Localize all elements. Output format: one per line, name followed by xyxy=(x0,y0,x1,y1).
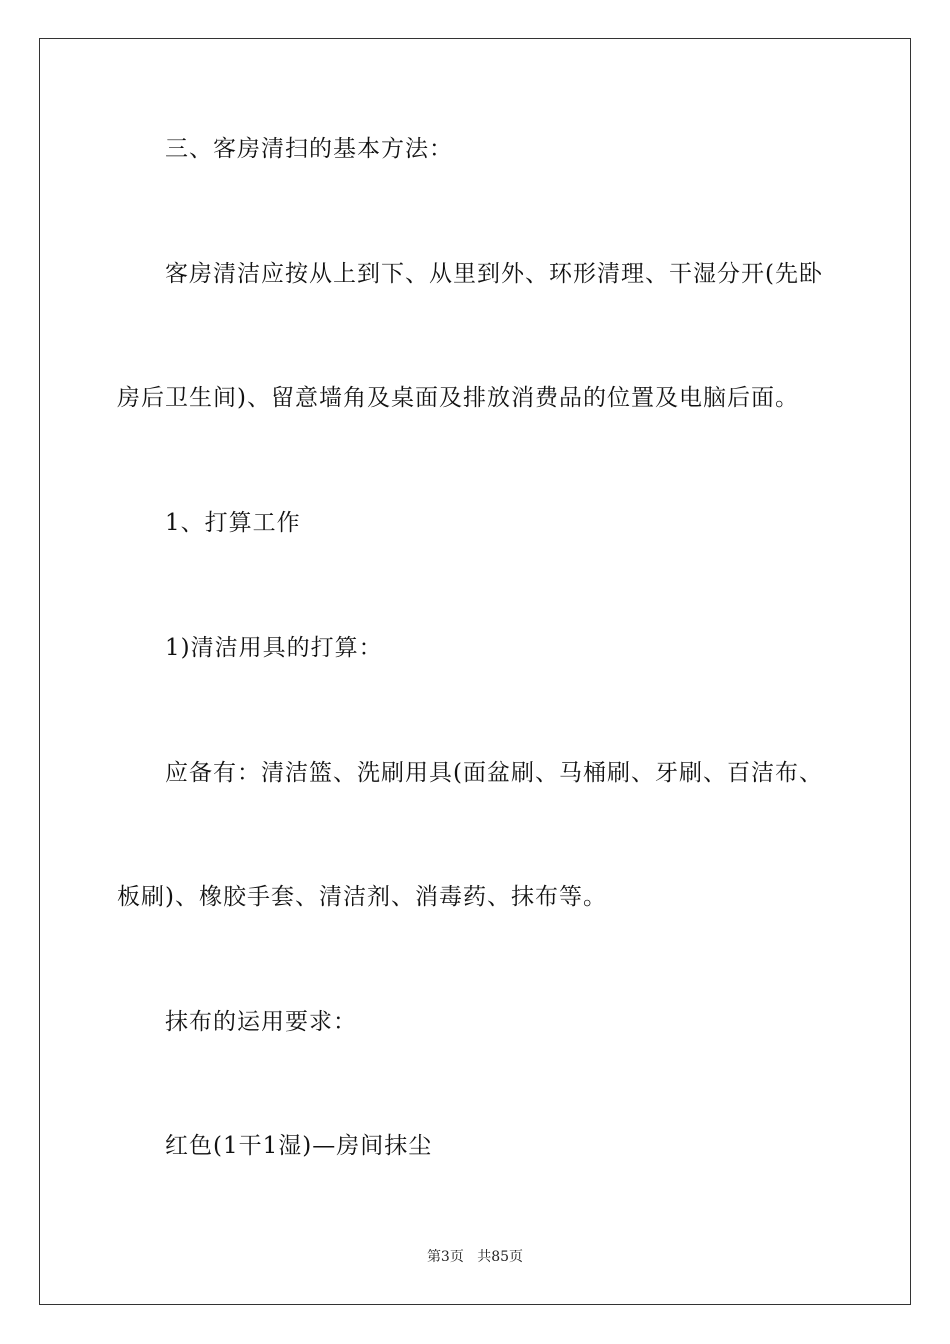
paragraph-line: 房后卫生间)、留意墙角及桌面及排放消费品的位置及电脑后面。 xyxy=(117,385,799,411)
paragraph-line: 板刷)、橡胶手套、清洁剂、消毒药、抹布等。 xyxy=(117,884,607,910)
page-total: 共85页 xyxy=(477,1249,524,1265)
page-border xyxy=(39,38,911,1305)
heading-section-3: 三、客房清扫的基本方法： xyxy=(165,136,453,162)
paragraph-line: 应备有：清洁篮、洗刷用具(面盆刷、马桶刷、牙刷、百洁布、 xyxy=(165,760,823,786)
subheading-tools: 1)清洁用具的打算： xyxy=(165,635,383,661)
page-number: 第3页 xyxy=(426,1249,464,1265)
subheading-cloth-usage: 抹布的运用要求： xyxy=(165,1009,357,1035)
page-footer xyxy=(0,1247,950,1267)
paragraph-line: 客房清洁应按从上到下、从里到外、环形清理、干湿分开(先卧 xyxy=(165,261,823,287)
subheading-preparation: 1、打算工作 xyxy=(165,510,301,536)
paragraph-line: 红色(1干1湿)—房间抹尘 xyxy=(165,1133,433,1159)
